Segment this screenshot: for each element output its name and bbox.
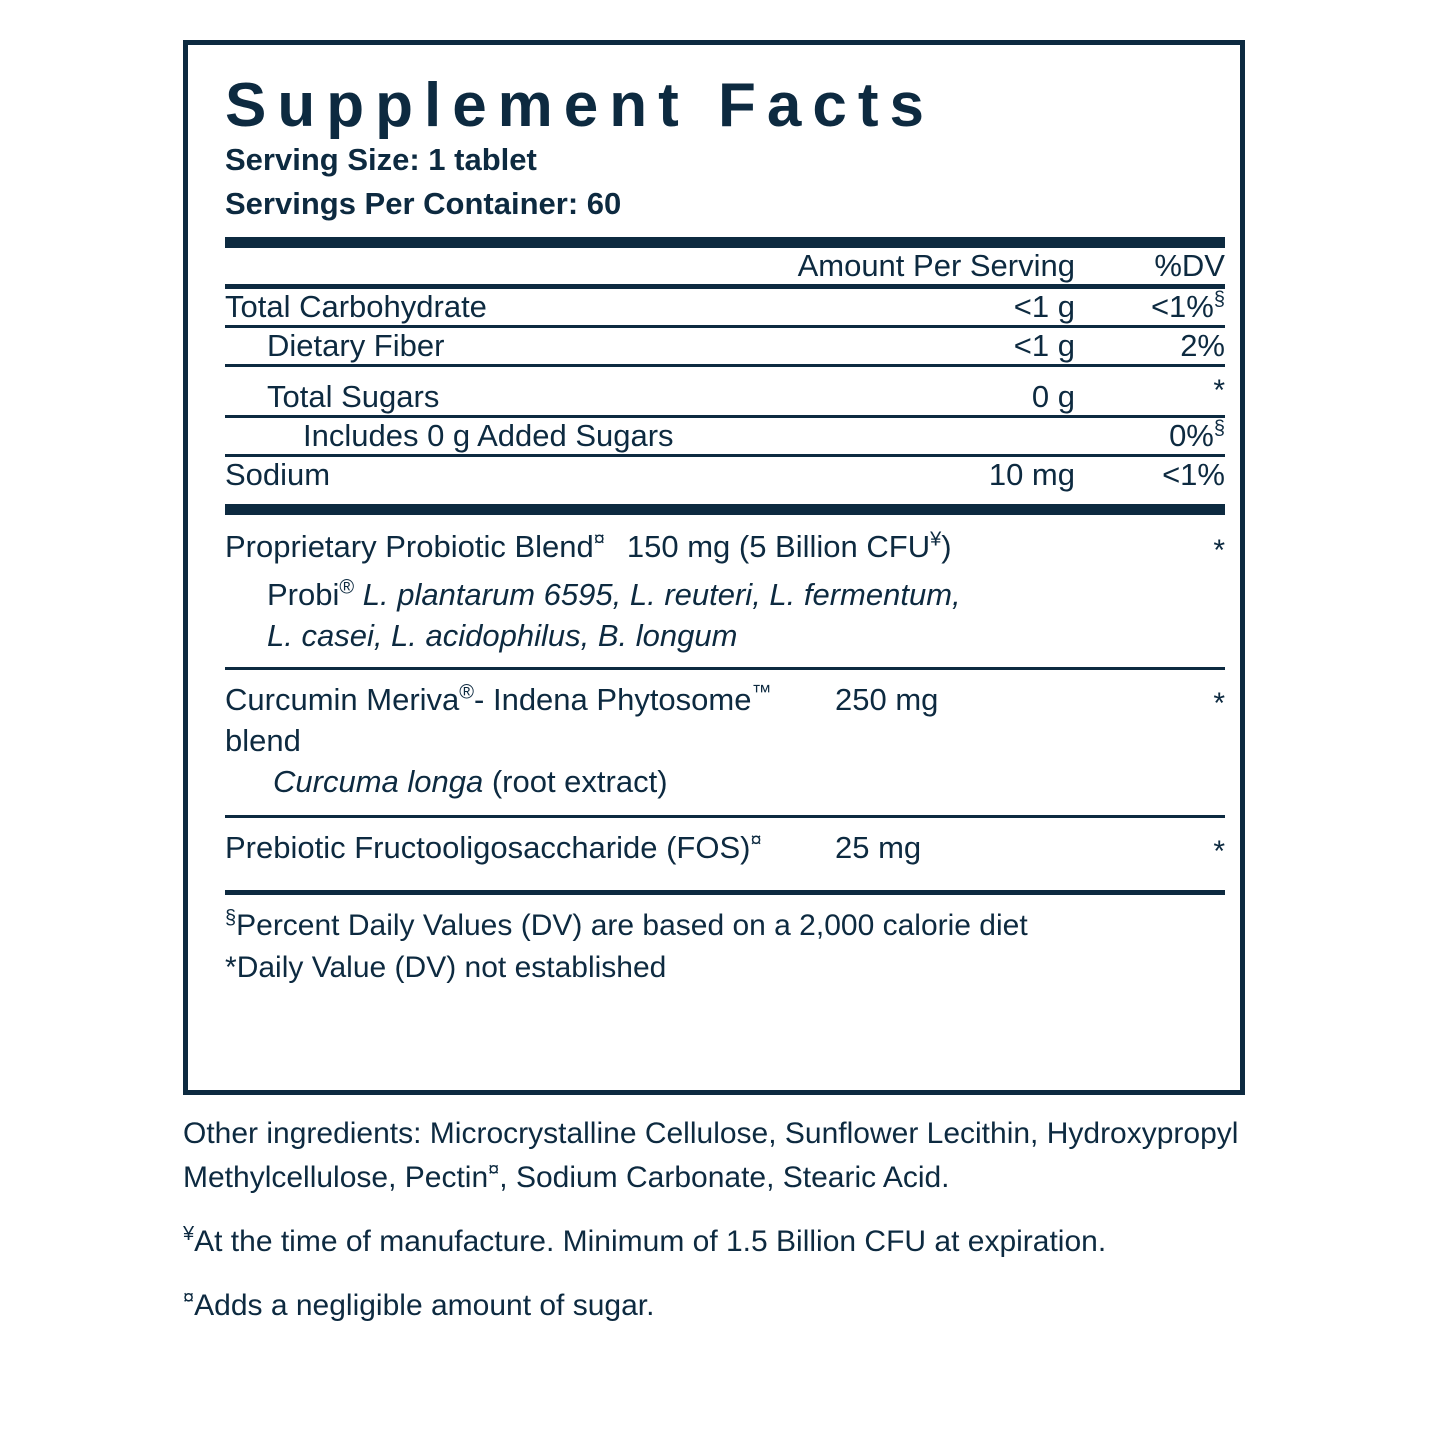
ingredient-row bbox=[225, 818, 1225, 876]
blend-label: Proprietary Probiotic Blend¤ bbox=[225, 528, 605, 565]
note-negligible-sugar: ¤Adds a negligible amount of sugar. bbox=[183, 1287, 655, 1323]
footnote-marker: § bbox=[225, 906, 237, 929]
registered-mark: ® bbox=[339, 576, 355, 599]
table-row bbox=[225, 328, 1225, 364]
ingredient-label: Curcumin Meriva®- Indena Phytosome™ blend bbox=[225, 681, 772, 758]
ingredient-dv: * bbox=[1213, 686, 1225, 720]
header-amount-per-serving: Amount Per Serving bbox=[797, 248, 1075, 284]
table-row bbox=[225, 418, 1225, 454]
blend-strains: Probi® L. plantarum 6595, L. reuteri, L. fermentum, L. casei, L. acidophilus, B. longum bbox=[267, 576, 961, 654]
ingredient-amount: 25 mg bbox=[835, 829, 922, 865]
registered-mark: ® bbox=[459, 681, 475, 704]
ingredient-source: Curcuma longa (root extract) bbox=[273, 763, 668, 799]
row-dv: 0%§ bbox=[1169, 417, 1225, 454]
ingredient-amount: 250 mg bbox=[835, 681, 939, 717]
other-ingredients: Other ingredients: Microcrystalline Cellulose, Sunflower Lecithin, Hydroxypropyl Methylcellulose, Pectin¤, Sodium Carbonate, Stearic Acid. bbox=[183, 1117, 1239, 1195]
table-row bbox=[225, 457, 1225, 493]
table-row bbox=[225, 367, 1225, 415]
row-label: Total Sugars bbox=[267, 379, 440, 415]
row-dv: <1%§ bbox=[1150, 288, 1225, 325]
footnote-dv-not-established: *Daily Value (DV) not established bbox=[225, 951, 667, 985]
servings-per-container: Servings Per Container: 60 bbox=[225, 186, 622, 222]
trademark-mark: ™ bbox=[751, 681, 772, 704]
supplement-facts-panel bbox=[183, 40, 1245, 1095]
footnote-marker: § bbox=[1213, 288, 1225, 311]
ingredient-label: Prebiotic Fructooligosaccharide (FOS)¤ bbox=[225, 829, 762, 865]
footnote-marker: ¤ bbox=[750, 829, 762, 852]
row-amount bbox=[785, 418, 1075, 454]
nutrition-rows bbox=[225, 289, 1225, 493]
header-percent-dv: %DV bbox=[1154, 248, 1225, 284]
footnote-marker: ¤ bbox=[488, 1159, 500, 1182]
below-panel-text bbox=[183, 1112, 1243, 1328]
row-label: Includes 0 g Added Sugars bbox=[303, 418, 674, 454]
table-row bbox=[225, 289, 1225, 325]
row-dv: <1% bbox=[1162, 457, 1225, 493]
footnote-dv-basis: §Percent Daily Values (DV) are based on a 2,000 calorie diet bbox=[225, 906, 1028, 942]
note-manufacture: ¥At the time of manufacture. Minimum of 1.5 Billion CFU at expiration. bbox=[183, 1223, 1107, 1259]
divider-thick-mid bbox=[225, 504, 1225, 515]
row-amount: <1 g bbox=[1013, 289, 1075, 325]
footnotes bbox=[225, 895, 1225, 990]
row-amount: <1 g bbox=[1013, 328, 1075, 364]
table-header-row bbox=[225, 248, 1225, 284]
nutrition-table bbox=[225, 248, 1225, 284]
footnote-marker: ¤ bbox=[593, 528, 605, 551]
footnote-marker: ¥ bbox=[183, 1223, 195, 1246]
footnote-marker: ¥ bbox=[930, 528, 942, 551]
ingredient-row bbox=[225, 670, 1225, 762]
row-dv: * bbox=[1213, 374, 1225, 408]
ingredient-dv: * bbox=[1213, 834, 1225, 868]
row-amount: 0 g bbox=[1031, 379, 1075, 415]
row-label: Dietary Fiber bbox=[267, 328, 445, 364]
footnote-marker: § bbox=[1213, 417, 1225, 440]
footnote-marker: ¤ bbox=[183, 1287, 195, 1310]
serving-size: Serving Size: 1 tablet bbox=[225, 142, 537, 178]
page-title: Supplement Facts bbox=[225, 71, 935, 140]
divider-thick-top bbox=[225, 237, 1225, 248]
blend-dv: * bbox=[1213, 534, 1225, 568]
row-amount: 10 mg bbox=[988, 457, 1075, 493]
row-label: Sodium bbox=[225, 457, 331, 493]
row-label: Total Carbohydrate bbox=[225, 289, 487, 325]
proprietary-blend-row bbox=[225, 515, 1225, 575]
row-dv: 2% bbox=[1180, 328, 1225, 364]
blend-amount: 150 mg (5 Billion CFU¥) bbox=[626, 528, 952, 565]
